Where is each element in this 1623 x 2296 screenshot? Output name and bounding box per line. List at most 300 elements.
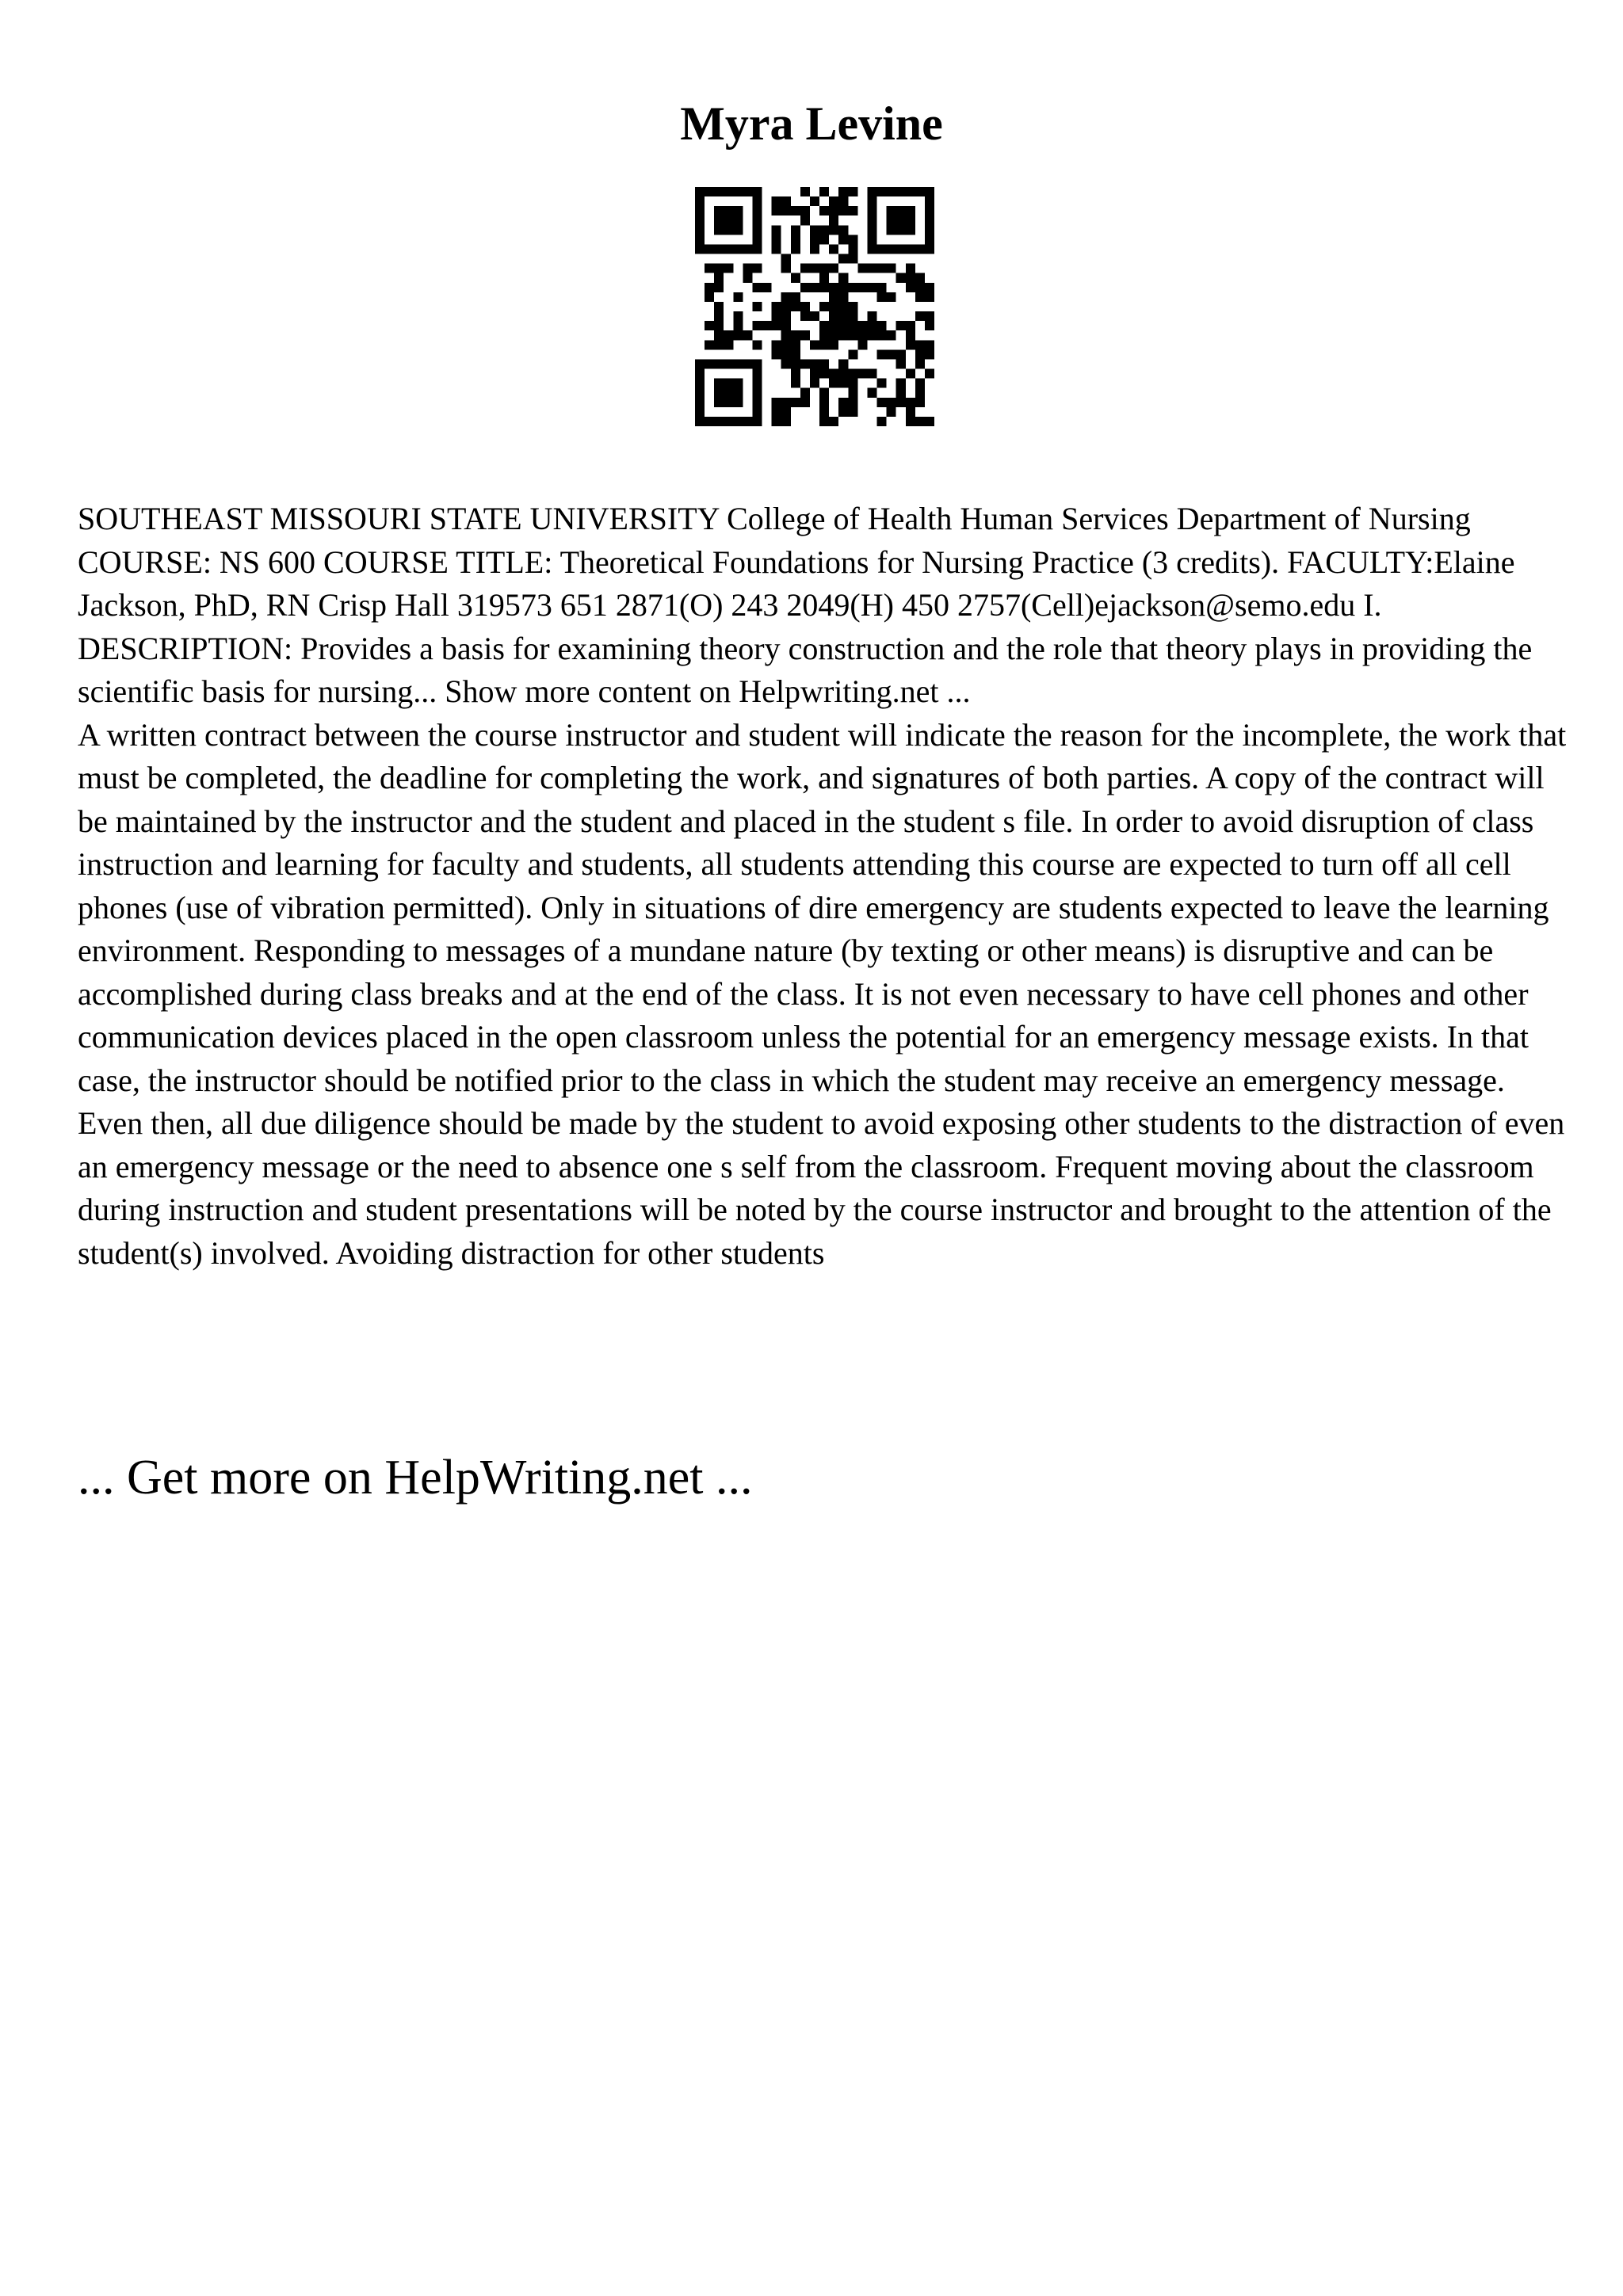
qr-module <box>819 369 829 379</box>
qr-module <box>772 311 781 321</box>
qr-module <box>800 302 810 311</box>
qr-module <box>887 215 896 225</box>
get-more-link[interactable]: ... Get more on HelpWriting.net ... <box>78 1451 753 1505</box>
qr-module <box>714 187 724 196</box>
qr-module <box>925 283 934 292</box>
qr-module <box>752 379 762 388</box>
qr-module <box>857 264 867 273</box>
qr-module <box>819 359 829 368</box>
qr-module <box>791 330 800 340</box>
qr-module <box>772 225 781 235</box>
qr-module <box>695 417 705 426</box>
qr-module <box>867 196 876 206</box>
qr-module <box>733 330 743 340</box>
qr-module <box>829 379 838 388</box>
qr-module <box>752 225 762 235</box>
qr-module <box>724 359 733 368</box>
qr-module <box>877 292 887 302</box>
qr-module <box>925 321 934 330</box>
qr-module <box>714 215 724 225</box>
qr-module <box>877 321 887 330</box>
qr-module <box>915 349 925 359</box>
qr-module <box>877 417 887 426</box>
qr-module <box>705 340 714 349</box>
qr-module <box>867 206 876 215</box>
qr-module <box>829 292 838 302</box>
qr-module <box>819 225 829 235</box>
qr-module <box>810 359 819 368</box>
qr-module <box>800 215 810 225</box>
qr-module <box>877 330 887 340</box>
qr-module <box>877 264 887 273</box>
qr-module <box>724 388 733 398</box>
qr-module <box>733 388 743 398</box>
qr-module <box>877 398 887 407</box>
qr-module <box>887 292 896 302</box>
qr-module <box>791 292 800 302</box>
qr-module <box>781 292 791 302</box>
qr-module <box>848 369 857 379</box>
qr-module <box>791 244 800 254</box>
qr-module <box>867 330 876 340</box>
qr-module <box>925 215 934 225</box>
qr-module <box>724 244 733 254</box>
qr-module <box>752 264 762 273</box>
qr-module <box>829 244 838 254</box>
qr-module <box>695 359 705 368</box>
qr-module <box>867 215 876 225</box>
document-title: Myra Levine <box>680 97 943 150</box>
qr-module <box>896 215 906 225</box>
qr-module <box>724 187 733 196</box>
qr-module <box>896 379 906 388</box>
qr-module <box>838 273 848 283</box>
qr-module <box>733 225 743 235</box>
qr-module <box>829 340 838 349</box>
qr-module <box>867 321 876 330</box>
qr-module <box>695 187 705 196</box>
qr-module <box>752 321 762 330</box>
qr-module <box>724 379 733 388</box>
qr-module <box>752 359 762 368</box>
qr-module <box>714 321 724 330</box>
qr-module <box>838 311 848 321</box>
qr-module <box>733 321 743 330</box>
qr-module <box>857 330 867 340</box>
qr-module <box>848 311 857 321</box>
qr-module <box>714 359 724 368</box>
qr-module <box>752 302 762 311</box>
qr-module <box>791 340 800 349</box>
qr-module <box>829 264 838 273</box>
qr-module <box>848 321 857 330</box>
qr-module <box>838 407 848 417</box>
qr-module <box>819 235 829 244</box>
qr-module <box>896 206 906 215</box>
qr-module <box>810 264 819 273</box>
qr-module <box>838 359 848 368</box>
qr-module <box>714 398 724 407</box>
qr-module <box>714 417 724 426</box>
qr-module <box>810 235 819 244</box>
qr-module <box>838 379 848 388</box>
qr-module <box>781 321 791 330</box>
qr-module <box>714 244 724 254</box>
qr-module <box>848 407 857 417</box>
qr-module <box>800 398 810 407</box>
qr-module <box>838 196 848 206</box>
qr-module <box>829 330 838 340</box>
qr-module <box>810 379 819 388</box>
qr-module <box>695 225 705 235</box>
qr-module <box>714 273 724 283</box>
qr-module <box>772 398 781 407</box>
qr-module <box>695 235 705 244</box>
qr-module <box>867 187 876 196</box>
qr-module <box>887 187 896 196</box>
qr-module <box>848 330 857 340</box>
qr-module <box>925 244 934 254</box>
qr-module <box>848 206 857 215</box>
qr-module <box>714 340 724 349</box>
qr-module <box>867 311 876 321</box>
qr-module <box>848 187 857 196</box>
qr-module <box>772 349 781 359</box>
qr-module <box>896 359 906 368</box>
qr-code-graphic <box>695 187 934 426</box>
qr-module <box>772 235 781 244</box>
qr-module <box>781 359 791 368</box>
qr-module <box>829 215 838 225</box>
qr-module <box>915 244 925 254</box>
qr-module <box>791 206 800 215</box>
qr-module <box>906 407 915 417</box>
paragraph-course-info: SOUTHEAST MISSOURI STATE UNIVERSITY College of Health Human Services Department of Nursing COURSE: NS 600 COURSE TITLE: Theoretical Foundations for Nursing Practice (3 credits). FACULTY:Elaine Jackson, PhD, RN Crisp Hall 319573 651 2871(O) 243 2049(H) 450 2757(Cell)ejackson@semo.edu I. DESCRIPTION: Provides a basis for examining theory construction and the role that theory plays in providing the scientific basis for nursing... Show more content on Helpwriting.net ... <box>78 501 1533 709</box>
qr-module <box>848 398 857 407</box>
qr-module <box>791 379 800 388</box>
qr-module <box>733 359 743 368</box>
qr-module <box>896 187 906 196</box>
qr-module <box>810 196 819 206</box>
qr-module <box>705 264 714 273</box>
qr-module <box>838 292 848 302</box>
qr-module <box>857 283 867 292</box>
qr-module <box>819 340 829 349</box>
qr-module <box>915 273 925 283</box>
qr-module <box>781 264 791 273</box>
qr-module <box>724 417 733 426</box>
qr-module <box>781 206 791 215</box>
qr-module <box>848 349 857 359</box>
qr-module <box>752 244 762 254</box>
qr-module <box>896 244 906 254</box>
qr-module <box>733 398 743 407</box>
qr-module <box>772 206 781 215</box>
qr-module <box>810 311 819 321</box>
qr-module <box>695 379 705 388</box>
qr-module <box>791 273 800 283</box>
qr-module <box>838 187 848 196</box>
qr-module <box>772 244 781 254</box>
qr-module <box>848 283 857 292</box>
qr-module <box>733 379 743 388</box>
qr-module <box>838 254 848 264</box>
qr-module <box>925 187 934 196</box>
qr-module <box>887 407 896 417</box>
qr-module <box>906 187 915 196</box>
qr-module <box>819 398 829 407</box>
qr-module <box>781 254 791 264</box>
qr-module <box>867 283 876 292</box>
qr-module <box>867 369 876 379</box>
qr-module <box>781 302 791 311</box>
qr-module <box>733 292 743 302</box>
qr-module <box>791 369 800 379</box>
qr-module <box>695 196 705 206</box>
qr-module <box>906 206 915 215</box>
qr-module <box>733 244 743 254</box>
qr-module <box>781 311 791 321</box>
qr-module <box>733 206 743 215</box>
qr-module <box>705 359 714 368</box>
qr-module <box>925 235 934 244</box>
qr-module <box>819 264 829 273</box>
qr-module <box>752 398 762 407</box>
qr-module <box>810 225 819 235</box>
qr-module <box>705 244 714 254</box>
qr-module <box>743 273 752 283</box>
qr-module <box>695 206 705 215</box>
qr-module <box>877 283 887 292</box>
qr-module <box>848 388 857 398</box>
qr-module <box>867 244 876 254</box>
qr-module <box>800 264 810 273</box>
qr-module <box>896 398 906 407</box>
qr-module <box>838 235 848 244</box>
qr-module <box>714 225 724 235</box>
qr-module <box>829 369 838 379</box>
qr-module <box>705 321 714 330</box>
qr-module <box>915 379 925 388</box>
qr-module <box>925 340 934 349</box>
qr-module <box>906 321 915 330</box>
qr-module <box>838 330 848 340</box>
qr-module <box>925 292 934 302</box>
qr-module <box>772 407 781 417</box>
qr-module <box>695 215 705 225</box>
qr-module <box>915 417 925 426</box>
qr-module <box>791 302 800 311</box>
qr-module <box>695 369 705 379</box>
qr-module <box>925 225 934 235</box>
qr-module <box>887 330 896 340</box>
qr-module <box>906 225 915 235</box>
qr-module <box>887 244 896 254</box>
qr-module <box>752 206 762 215</box>
qr-module <box>752 215 762 225</box>
qr-module <box>906 398 915 407</box>
qr-module <box>915 388 925 398</box>
qr-module <box>714 388 724 398</box>
qr-module <box>848 235 857 244</box>
qr-module <box>705 417 714 426</box>
qr-module <box>743 330 752 340</box>
qr-module <box>829 311 838 321</box>
qr-module <box>724 330 733 340</box>
qr-module <box>743 187 752 196</box>
qr-module <box>781 330 791 340</box>
qr-module <box>705 187 714 196</box>
qr-module <box>695 398 705 407</box>
qr-module <box>896 349 906 359</box>
qr-module <box>819 407 829 417</box>
qr-module <box>906 340 915 349</box>
qr-module <box>772 302 781 311</box>
qr-module <box>810 244 819 254</box>
qr-module <box>915 359 925 368</box>
qr-module <box>800 388 810 398</box>
qr-module <box>810 283 819 292</box>
qr-module <box>867 225 876 235</box>
qr-module <box>848 244 857 254</box>
qr-module <box>752 196 762 206</box>
qr-module <box>829 196 838 206</box>
qr-module <box>906 215 915 225</box>
paragraph-policy: A written contract between the course instructor and student will indicate the reason for the incomplete, the work that must be completed, the deadline for completing the work, and signatures of both parties. A copy of the contract will be maintained by the instructor and the student and placed in the student s file. In order to avoid disruption of class instruction and learning for faculty and students, all students attending this course are expected to turn off all cell phones (use of vibration permitted). Only in situations of dire emergency are students expected to leave the learning environment. Responding to messages of a mundane nature (by texting or other means) is disruptive and can be accomplished during class breaks and at the end of the class. It is not even necessary to have cell phones and other communication devices placed in the open classroom unless the potential for an emergency message exists. In that case, the instructor should be notified prior to the class in which the student may receive an emergency message. Even then, all due diligence should be made by the student to avoid exposing other students to the distraction of even an emergency message or the need to absence one s self from the classroom. Frequent moving about the classroom during instruction and student presentations will be noted by the course instructor and brought to the attention of the student(s) involved. Avoiding distraction for other students <box>78 716 1567 1271</box>
qr-module <box>829 321 838 330</box>
qr-module <box>781 398 791 407</box>
qr-module <box>800 283 810 292</box>
qr-module <box>838 225 848 235</box>
qr-module <box>877 187 887 196</box>
qr-module <box>887 349 896 359</box>
qr-module <box>838 321 848 330</box>
qr-module <box>752 417 762 426</box>
qr-module <box>838 302 848 311</box>
qr-module <box>724 264 733 273</box>
qr-module <box>857 321 867 330</box>
qr-module <box>733 187 743 196</box>
qr-module <box>877 244 887 254</box>
qr-module <box>800 311 810 321</box>
qr-module <box>819 330 829 340</box>
qr-module <box>906 273 915 283</box>
qr-module <box>829 417 838 426</box>
qr-module <box>791 349 800 359</box>
qr-module <box>925 311 934 321</box>
qr-module <box>762 321 772 330</box>
qr-module <box>887 206 896 215</box>
qr-module <box>781 196 791 206</box>
qr-module <box>829 302 838 311</box>
qr-module <box>887 225 896 235</box>
qr-module <box>800 206 810 215</box>
qr-module <box>906 283 915 292</box>
qr-module <box>772 196 781 206</box>
qr-module <box>733 311 743 321</box>
qr-module <box>906 369 915 379</box>
qr-module <box>752 388 762 398</box>
qr-module <box>733 417 743 426</box>
qr-module <box>752 340 762 349</box>
qr-module <box>819 206 829 215</box>
qr-module <box>724 225 733 235</box>
qr-module <box>915 398 925 407</box>
qr-module <box>743 359 752 368</box>
qr-module <box>925 369 934 379</box>
qr-module <box>714 330 724 340</box>
qr-module <box>906 330 915 340</box>
qr-module <box>838 283 848 292</box>
qr-module <box>838 398 848 407</box>
qr-module <box>915 340 925 349</box>
qr-module <box>810 340 819 349</box>
qr-module <box>772 340 781 349</box>
qr-module <box>791 359 800 368</box>
qr-module <box>724 340 733 349</box>
qr-module <box>743 244 752 254</box>
qr-module <box>733 215 743 225</box>
qr-module <box>752 369 762 379</box>
qr-module <box>752 407 762 417</box>
qr-module <box>800 187 810 196</box>
qr-module <box>781 417 791 426</box>
qr-module <box>906 244 915 254</box>
document-body <box>78 498 1568 1275</box>
qr-module <box>819 187 829 196</box>
qr-module <box>915 311 925 321</box>
qr-module <box>695 244 705 254</box>
qr-module <box>848 254 857 264</box>
qr-module <box>925 206 934 215</box>
qr-module <box>724 398 733 407</box>
qr-module <box>752 283 762 292</box>
qr-module <box>887 264 896 273</box>
qr-module <box>819 273 829 283</box>
qr-module <box>829 283 838 292</box>
qr-module <box>819 388 829 398</box>
qr-module <box>915 283 925 292</box>
qr-module <box>743 264 752 273</box>
qr-module <box>857 340 867 349</box>
qr-module <box>714 206 724 215</box>
qr-module <box>838 206 848 215</box>
qr-module <box>896 388 906 398</box>
qr-module <box>848 379 857 388</box>
qr-module <box>791 398 800 407</box>
qr-module <box>714 283 724 292</box>
qr-module <box>810 369 819 379</box>
qr-module <box>877 379 887 388</box>
qr-code <box>695 187 934 426</box>
qr-module <box>867 235 876 244</box>
qr-module <box>791 225 800 235</box>
qr-module <box>838 369 848 379</box>
qr-module <box>781 407 791 417</box>
qr-module <box>829 225 838 235</box>
qr-module <box>896 321 906 330</box>
qr-module <box>772 321 781 330</box>
qr-module <box>906 264 915 273</box>
qr-module <box>705 283 714 292</box>
qr-module <box>915 292 925 302</box>
qr-module <box>925 417 934 426</box>
qr-module <box>752 187 762 196</box>
qr-module <box>714 264 724 273</box>
qr-module <box>695 407 705 417</box>
qr-module <box>695 388 705 398</box>
qr-module <box>867 264 876 273</box>
